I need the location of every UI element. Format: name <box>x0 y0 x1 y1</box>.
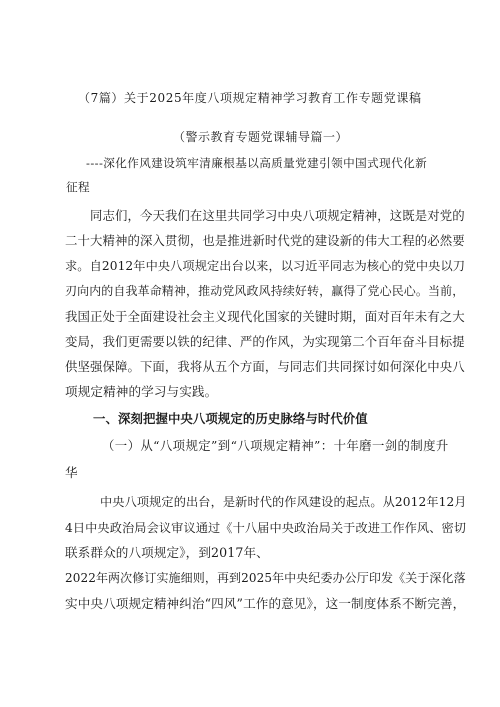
document-title: （7篇）关于2025年度八项规定精神学习教育工作专题党课稿 <box>78 91 422 105</box>
paragraph-line: 求。自2012年中央八项规定出台以来，以习近平同志为核心的党中央以刀 <box>65 259 466 273</box>
paragraph-line: 中央八项规定的出台，是新时代的作风建设的起点。从2012年12月 <box>100 495 467 509</box>
section-heading: 一、深刻把握中央八项规定的历史脉络与时代价值 <box>93 411 368 426</box>
paragraph-line: 项规定精神的学习与实践。 <box>65 384 218 399</box>
document-subtitle-2-line-2: 征程 <box>66 180 90 194</box>
paragraph-line: 供坚强保障。下面，我将从五个方面，与同志们共同探讨如何深化中央八 <box>65 359 465 374</box>
paragraph-line: 刃向内的自我革命精神，推动党风政风持续好转，赢得了党心民心。当前， <box>65 284 465 298</box>
document-subtitle-2-line-1: ----深化作风建设筑牢清廉根基以高质量党建引领中国式现代化新 <box>86 156 428 170</box>
paragraph-line: 4日中央政治局会议审议通过《十八届中央政治局关于改进工作作风、密切 <box>65 521 467 535</box>
paragraph-line: 我国正处于全面建设社会主义现代化国家的关键时期，面对百年未有之大 <box>65 309 465 324</box>
subsection-heading-line-1: （一）从“八项规定”到“八项规定精神”：十年磨一剑的制度升 <box>102 438 449 453</box>
paragraph-line: 变局，我们更需要以铁的纪律、严的作风，为实现第二个百年奋斗目标提 <box>65 334 465 349</box>
paragraph-line: 2022年两次修订实施细则，再到2025年中央纪委办公厅印发《关于深化落 <box>65 571 466 585</box>
paragraph-line: 二十大精神的深入贯彻，也是推进新时代党的建设新的伟大工程的必然要 <box>65 233 465 248</box>
subsection-heading-line-2: 华 <box>65 465 78 480</box>
paragraph-line: 联系群众的八项规定》，到2017年、 <box>65 545 269 560</box>
paragraph-line: 同志们，今天我们在这里共同学习中央八项规定精神，这既是对党的 <box>90 208 465 223</box>
document-subtitle: （警示教育专题党课辅导篇一） <box>173 130 349 144</box>
paragraph-line: 实中央八项规定精神纠治“四风”工作的意见》，这一制度体系不断完善， <box>65 596 466 611</box>
